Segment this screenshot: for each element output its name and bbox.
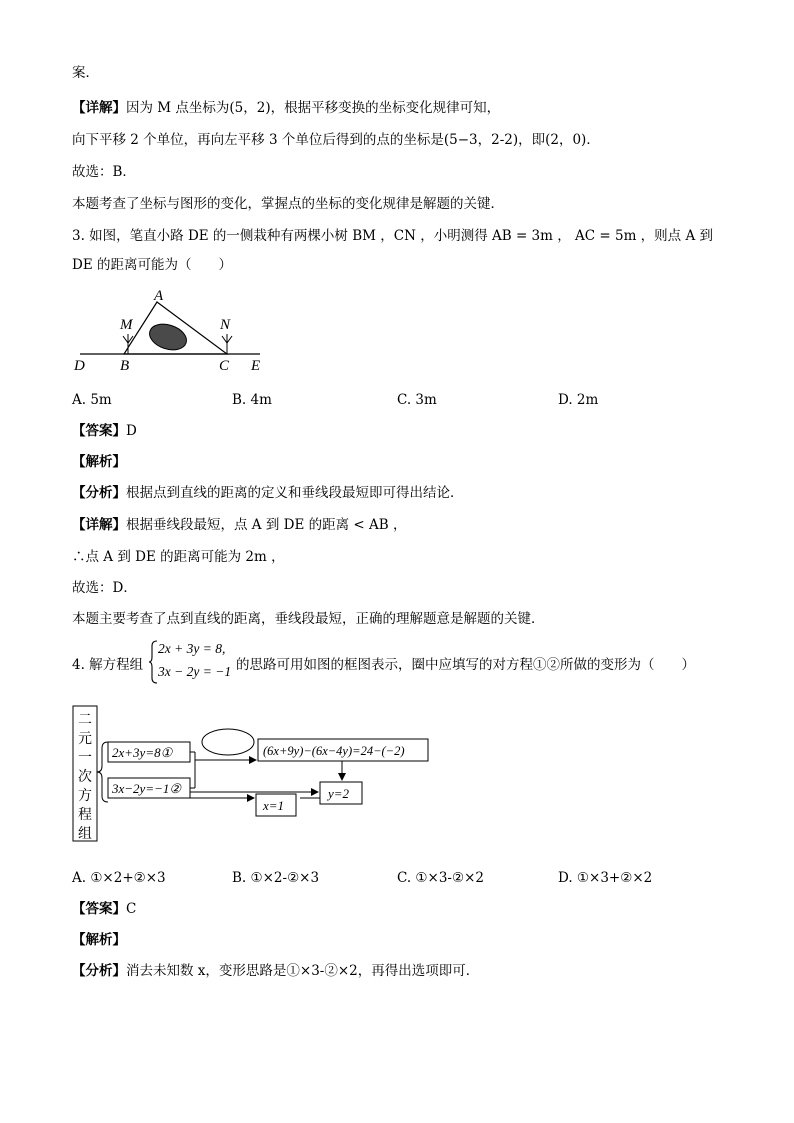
svg-text:一: 一 [78,751,92,766]
analysis-3: 【分析】根据点到直线的距离的定义和垂线段最短即可得出结论． [72,485,464,501]
svg-text:二: 二 [78,713,92,728]
detail-3: 本题主要考查了点到直线的距离，垂线段最短，正确的理解题意是解题的关键． [72,611,545,627]
option-c: C. ①×3-②×2 [397,870,484,886]
analysis-3-heading: 【解析】 [72,454,126,470]
text-line: 案． [72,65,99,81]
label-d: D [74,358,85,374]
option-a: A. ①×2+②×3 [72,870,166,886]
side-label [78,713,92,842]
equation-system [148,640,238,684]
detail-3: ∴点 A 到 DE 的距离可能为 2m ， [72,549,285,565]
svg-text:组: 组 [78,827,92,842]
answer-3: 【答案】D [72,423,137,439]
figure-q4 [70,702,440,852]
blank-circle [202,729,254,755]
svg-text:次: 次 [78,770,92,785]
box-y: y=2 [328,786,350,801]
detail-3: 【详解】根据垂线段最短，点 A 到 DE 的距离 < AB ， [72,517,407,533]
option-d: D. 2m [558,392,599,408]
label-a: A [154,288,164,304]
svg-text:元: 元 [78,732,92,747]
brace-icon [148,640,158,684]
text-line: 故选：B． [72,164,136,180]
question-4-text: 的思路可用如图的框图表示，圈中应填写的对方程①②所做的变形为（ ） [236,657,695,673]
option-a: A. 5m [72,392,112,408]
analysis-4-heading: 【解析】 [72,932,126,948]
box-eq1: 2x+3y=8① [112,745,173,760]
option-b: B. 4m [232,392,272,408]
box-eq2: 3x−2y=−1② [112,781,182,796]
option-d: D. ①×3+②×2 [558,870,653,886]
box-combined: (6x+9y)−(6x−4y)=24−(−2) [263,744,405,758]
answer-4: 【答案】C [72,901,137,917]
equation-1: 2x + 3y = 8, [158,641,226,656]
label-n: N [220,317,231,333]
svg-text:程: 程 [78,808,92,823]
analysis-4: 【分析】消去未知数 x，变形思路是①×3-②×2，再得出选项即可． [72,963,480,979]
label-e: E [251,358,261,374]
box-x: x=1 [263,798,285,813]
figure-q3 [72,286,272,378]
label-b: B [120,358,130,374]
detail-3: 故选：D． [72,580,137,596]
label-m: M [120,317,133,333]
question-4-text: 4. 解方程组 [72,657,144,673]
question-3-text: 3. 如图，笔直小路 DE 的一侧栽种有两棵小树 BM ，CN ，小明测得 AB = 3m ， AC = 5m ，则点 A 到 [72,228,714,244]
svg-text:方: 方 [78,789,92,804]
text-line: 向下平移 2 个单位，再向左平移 3 个单位后得到的点的坐标是(5−3，2-2)，即(2，0)． [72,132,600,148]
equation-2: 3x − 2y = −1 [158,664,232,679]
label-c: C [219,358,230,374]
text-line: 【详解】因为 M 点坐标为(5，2)，根据平移变换的坐标变化规律可知， [72,100,501,116]
question-3-text: DE 的距离可能为（ ） [72,257,232,273]
option-b: B. ①×2-②×3 [232,870,320,886]
text-line: 本题考查了坐标与图形的变化，掌握点的坐标的变化规律是解题的关键． [72,196,504,212]
option-c: C. 3m [397,392,437,408]
